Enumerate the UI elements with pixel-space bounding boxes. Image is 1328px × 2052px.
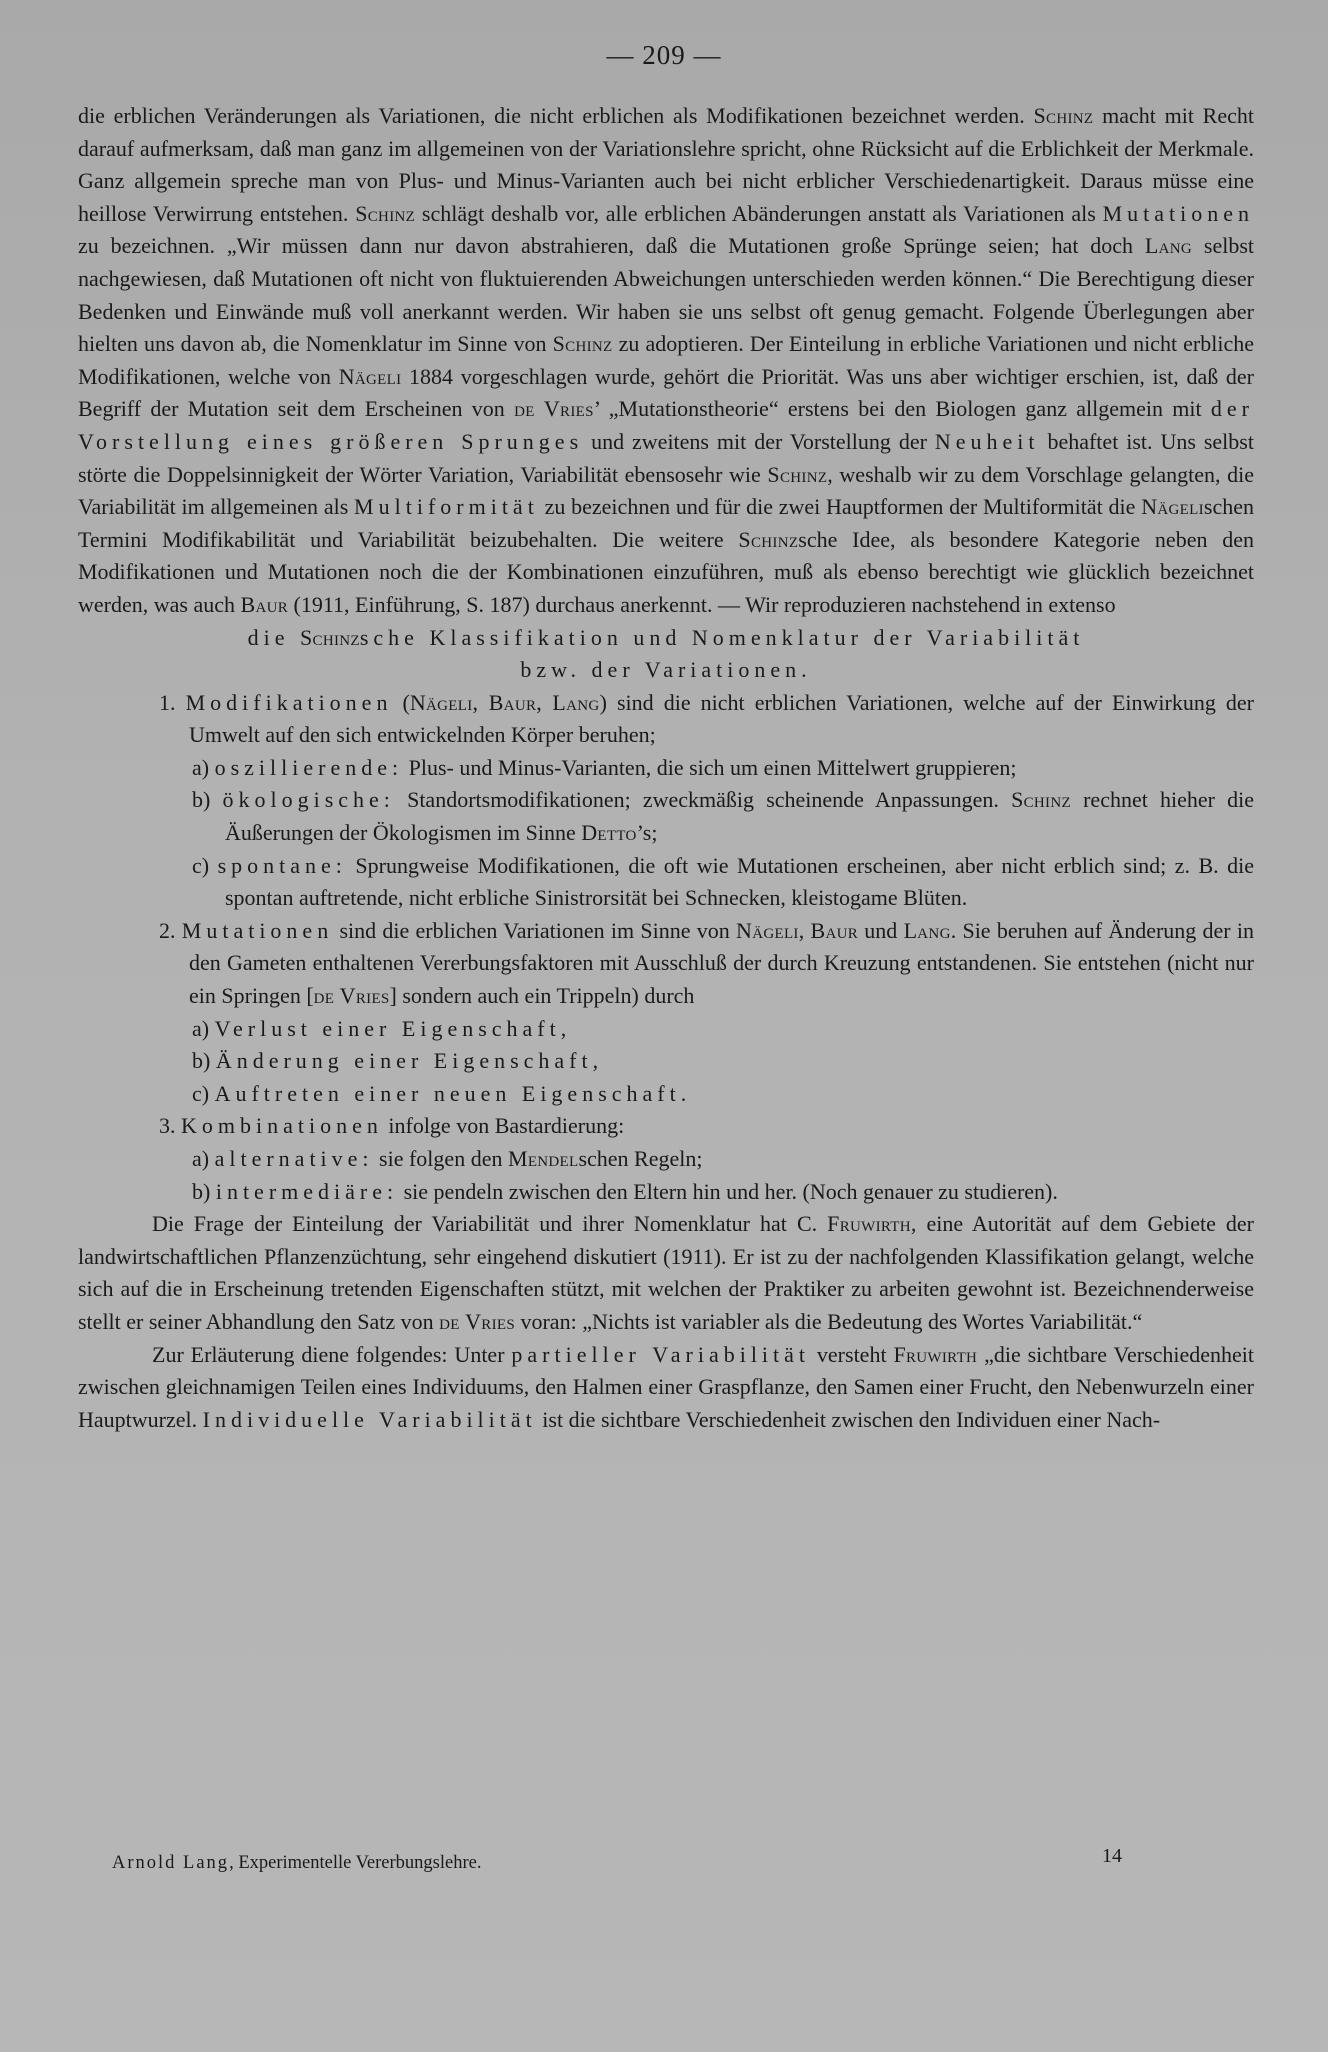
paragraph-3: Zur Erläuterung diene folgendes: Unter partieller Variabilität versteht Fruwirth „die sichtbare Verschiedenheit zwischen gleichnamigen Teilen eines Individuums, den Halmen einer Graspflanze, den Samen einer Frucht, den Nebenwurzeln einer Hauptwurzel. Individuelle Variabilität ist die sichtbare Verschiedenheit zwischen den Individuen einer Nach- (78, 1341, 1254, 1432)
emphasis-neuheit: Neuheit (934, 428, 1040, 454)
name-schinz: Schinz (552, 331, 613, 357)
footer-title: , Experimentelle Vererbungslehre. (229, 1853, 482, 1873)
name-schinz: Schinz (767, 461, 828, 487)
page-footer (112, 1845, 1122, 1874)
list-subitem: c) spontane: Sprungweise Modifikationen, die oft wie Mutationen erscheinen, aber nicht erblich sind; z. B. die spontan auftretende, nicht erbliche Sinistrorsität bei Schnecken, kleistogame Blüten. (192, 852, 1254, 911)
signature-mark: 14 (1102, 1845, 1122, 1867)
name-naegeli: Nägeli (338, 363, 402, 389)
list-subitem: a) Verlust einer Eigenschaft, (192, 1015, 572, 1041)
name-lang: Lang (1144, 233, 1193, 259)
name-baur: Baur (240, 591, 289, 617)
emphasis-mutationen: Mutationen (1102, 200, 1255, 226)
list-item: 2. Mutationen sind die erblichen Variationen im Sinne von Nägeli, Baur und Lang. Sie beruhen auf Änderung der in den Gameten enthaltenen Vererbungsfaktoren mit Ausschluß der durch Kreuzung entstandenen. Sie entstehen (nicht nur ein Springen [de Vries] sondern auch ein Trippeln) durch (159, 917, 1255, 1009)
list-subitem: a) oszillierende: Plus- und Minus-Varianten, die sich um einen Mittelwert gruppieren; (192, 754, 1017, 780)
list-subitem: c) Auftreten einer neuen Eigenschaft. (192, 1080, 692, 1106)
list-subitem: b) intermediäre: sie pendeln zwischen den Eltern hin und her. (Noch genauer zu studieren). (192, 1178, 1058, 1204)
list-subitem: b) ökologische: Standortsmodifikationen; zweckmäßig scheinende Anpassungen. Schinz rechnet hieher die Äußerungen der Ökologismen im Sinne Detto’s; (192, 787, 1254, 846)
list-subitem: a) alternative: sie folgen den Mendelschen Regeln; (192, 1146, 703, 1171)
page-number: — 209 — (606, 40, 722, 70)
classification-heading: die Schinzsche Klassifikation und Nomenklatur der Variabilität bzw. der Variationen. (247, 624, 1085, 683)
name-schinz: Schinz (355, 200, 416, 226)
page-body (78, 100, 1254, 1436)
paragraph-1: die erblichen Veränderungen als Variationen, die nicht erblichen als Modifikationen bezeichnet werden. Schinz macht mit Recht darauf aufmerksam, daß man ganz im allgemeinen von der Variationslehre spricht, ohne Rücksicht auf die Erblichkeit der Merkmale. Ganz allgemein spreche man von Plus- und Minus-Varianten auch bei nicht erblicher Verschiedenartigkeit. Daraus müsse eine heillose Verwirrung entstehen. Schinz schlägt deshalb vor, alle erblichen Abänderungen anstatt als Variationen als Mutationen zu bezeichnen. „Wir müssen dann nur davon abstrahieren, daß die Mutationen große Sprünge seien; hat doch Lang selbst nachgewiesen, daß Mutationen oft nicht von fluktuierenden Abweichungen unterschieden werden können.“ Die Berechtigung dieser Bedenken und Einwände muß voll anerkannt werden. Wir haben sie uns selbst oft genug gemacht. Folgende Überlegungen aber hielten uns davon ab, die Nomenklatur im Sinne von Schinz zu adoptieren. Der Einteilung in erbliche Variationen und nicht erbliche Modifikationen, welche von Nägeli 1884 vorgeschlagen wurde, gehört die Priorität. Was uns aber wichtiger erschien, ist, daß der Begriff der Mutation seit dem Erscheinen von de Vries’ „Mutationstheorie“ erstens bei den Biologen ganz allgemein mit der Vorstellung eines größeren Sprunges und zweitens mit der Vorstellung der Neuheit behaftet ist. Uns selbst störte die Doppelsinnigkeit der Wörter Variation, Variabilität ebensosehr wie Schinz, weshalb wir zu dem Vorschlage gelangten, die Variabilität im allgemeinen als Multiformität zu bezeichnen und für die zwei Hauptformen der Multiformität die Nägelischen Termini Modifikabilität und Variabilität beizubehalten. Die weitere Schinzsche Idee, als besondere Kategorie neben den Modifikationen und Mutationen noch die der Kombinationen einzuführen, muß als ebenso berechtigt wie glücklich bezeichnet werden, was auch Baur (1911, Einführung, S. 187) durchaus anerkennt. — Wir reproduzieren nachstehend in extenso (78, 103, 1255, 617)
name-schinz: Schinz (738, 526, 799, 552)
list-item: 3. Kombinationen infolge von Bastardierung: (159, 1113, 625, 1139)
footer-author: Arnold Lang (112, 1853, 230, 1873)
list-item: 1. Modifikationen (Nägeli, Baur, Lang) sind die nicht erblichen Variationen, welche auf der Einwirkung der Umwelt auf den sich entwickelnden Körper beruhen; (159, 689, 1255, 748)
name-de-vries: de Vries (514, 396, 594, 422)
emphasis-multiformitaet: Multiformität (354, 494, 539, 520)
emphasis-sprung: der Vorstellung eines größeren Sprunges (78, 396, 1254, 454)
name-schinz: Schinz (1033, 103, 1094, 128)
paragraph-2: Die Frage der Einteilung der Variabilität und ihrer Nomenklatur hat C. Fruwirth, eine Autorität auf dem Gebiete der landwirtschaftlichen Pflanzenzüchtung, sehr eingehend diskutiert (1911). Er ist zu der nachfolgenden Klassifikation gelangt, welche sich auf die in Erscheinung tretenden Eigenschaften stützt, mit welchen der Praktiker zu arbeiten gewohnt ist. Bezeichnenderweise stellt er seiner Abhandlung den Satz von de Vries voran: „Nichts ist variabler als die Bedeutung des Wortes Variabilität.“ (78, 1211, 1254, 1334)
name-naegeli: Nägeli (1141, 494, 1204, 520)
list-subitem: b) Änderung einer Eigenschaft, (192, 1048, 604, 1074)
